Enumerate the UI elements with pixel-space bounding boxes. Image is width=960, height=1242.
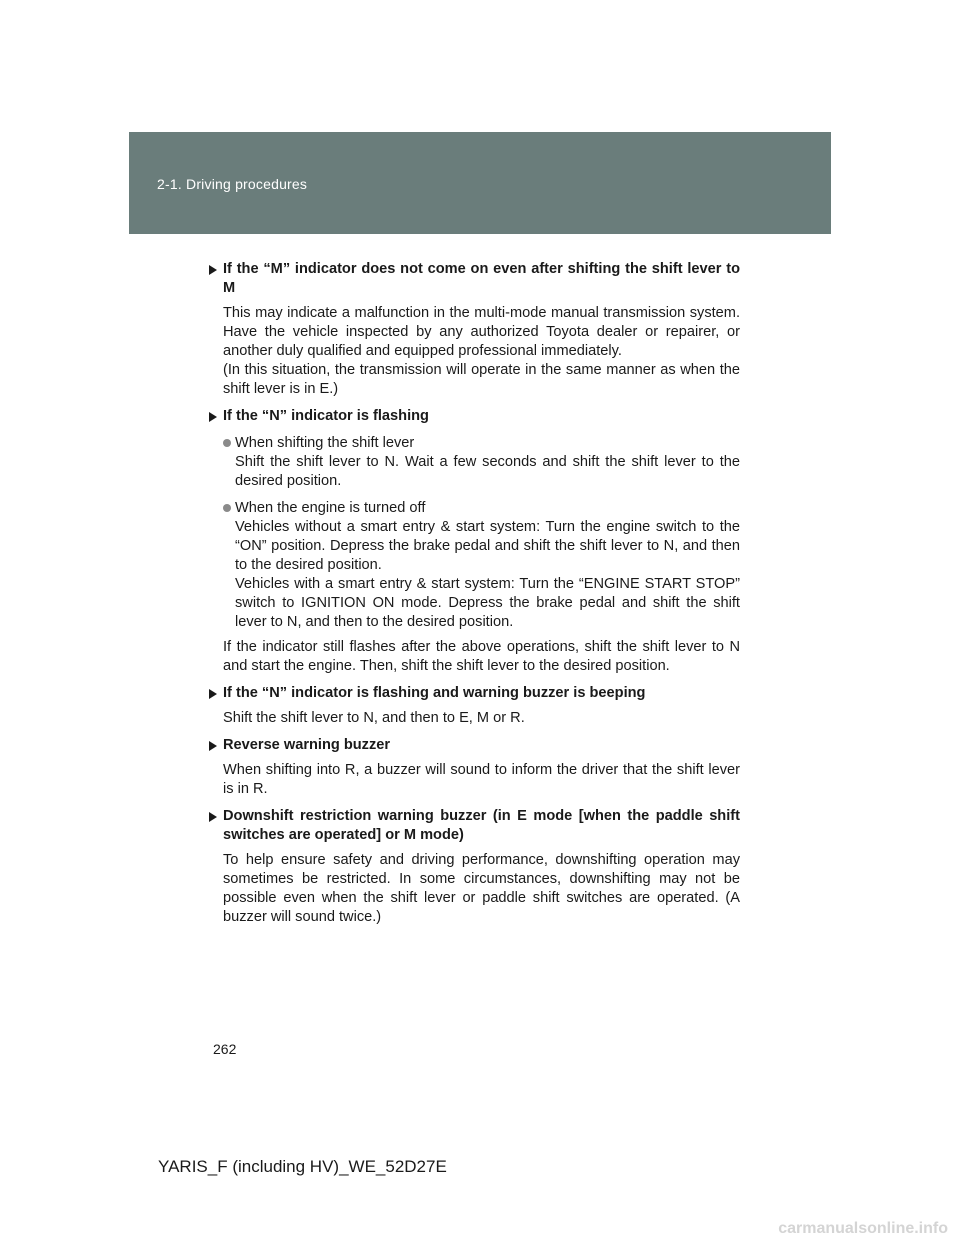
item-paragraph: If the indicator still flashes after the above operations, shift the shift lever to N and start the engine. Then, shift the shift lever to the desired position. xyxy=(223,639,740,674)
bullet-icon xyxy=(209,265,217,275)
list-item xyxy=(209,407,740,676)
item-title: If the “M” indicator does not come on even after shifting the shift lever to M xyxy=(223,261,740,296)
watermark: carmanualsonline.info xyxy=(778,1220,948,1237)
circle-bullet-icon xyxy=(223,439,231,447)
circle-bullet-icon xyxy=(223,504,231,512)
bullet-icon xyxy=(209,412,217,422)
list-item xyxy=(209,736,740,799)
item-title: If the “N” indicator is flashing xyxy=(223,408,429,424)
item-paragraph: When shifting into R, a buzzer will sound to inform the driver that the shift lever is in R. xyxy=(223,762,740,797)
page-number: 262 xyxy=(213,1041,237,1057)
item-paragraph: To help ensure safety and driving performance, downshifting operation may sometimes be restricted. In some circumstances, downshifting may not be possible even when the shift lever or paddle shift switches are operated. (A buzzer will sound twice.) xyxy=(223,852,740,925)
item-paragraph: Shift the shift lever to N, and then to E, M or R. xyxy=(223,710,525,726)
bullet-icon xyxy=(209,741,217,751)
item-title: Downshift restriction warning buzzer (in E mode [when the paddle shift switches are operated] or M mode) xyxy=(223,808,740,843)
item-title: Reverse warning buzzer xyxy=(223,737,391,753)
item-paragraph: This may indicate a malfunction in the multi-mode manual transmission system. Have the vehicle inspected by any authorized Toyota dealer or repairer, or another duly qualified and equipped professional immediately. xyxy=(223,305,740,359)
main-content xyxy=(209,260,740,935)
sub-item-text: Vehicles with a smart entry & start system: Turn the “ENGINE START STOP” switch to IGNITION ON mode. Depress the brake pedal and shift the shift lever to N, and then to the desired position. xyxy=(235,576,740,630)
document-id: YARIS_F (including HV)_WE_52D27E xyxy=(158,1157,447,1176)
sub-item-heading: When the engine is turned off xyxy=(235,500,426,516)
sub-item xyxy=(223,434,740,491)
list-item xyxy=(209,684,740,728)
item-title: If the “N” indicator is flashing and warning buzzer is beeping xyxy=(223,685,646,701)
list-item xyxy=(209,260,740,399)
item-paragraph: (In this situation, the transmission will operate in the same manner as when the shift lever is in E.) xyxy=(223,362,740,397)
sub-item-heading: When shifting the shift lever xyxy=(235,435,415,451)
sub-item-text: Shift the shift lever to N. Wait a few seconds and shift the shift lever to the desired position. xyxy=(235,454,740,489)
bullet-icon xyxy=(209,812,217,822)
list-item xyxy=(209,807,740,927)
bullet-icon xyxy=(209,689,217,699)
section-title: 2-1. Driving procedures xyxy=(157,176,308,192)
sub-item xyxy=(223,499,740,632)
sub-item-text: Vehicles without a smart entry & start system: Turn the engine switch to the “ON” position. Depress the brake pedal and shift the shift lever to N, and then to the desired position. xyxy=(235,519,740,573)
